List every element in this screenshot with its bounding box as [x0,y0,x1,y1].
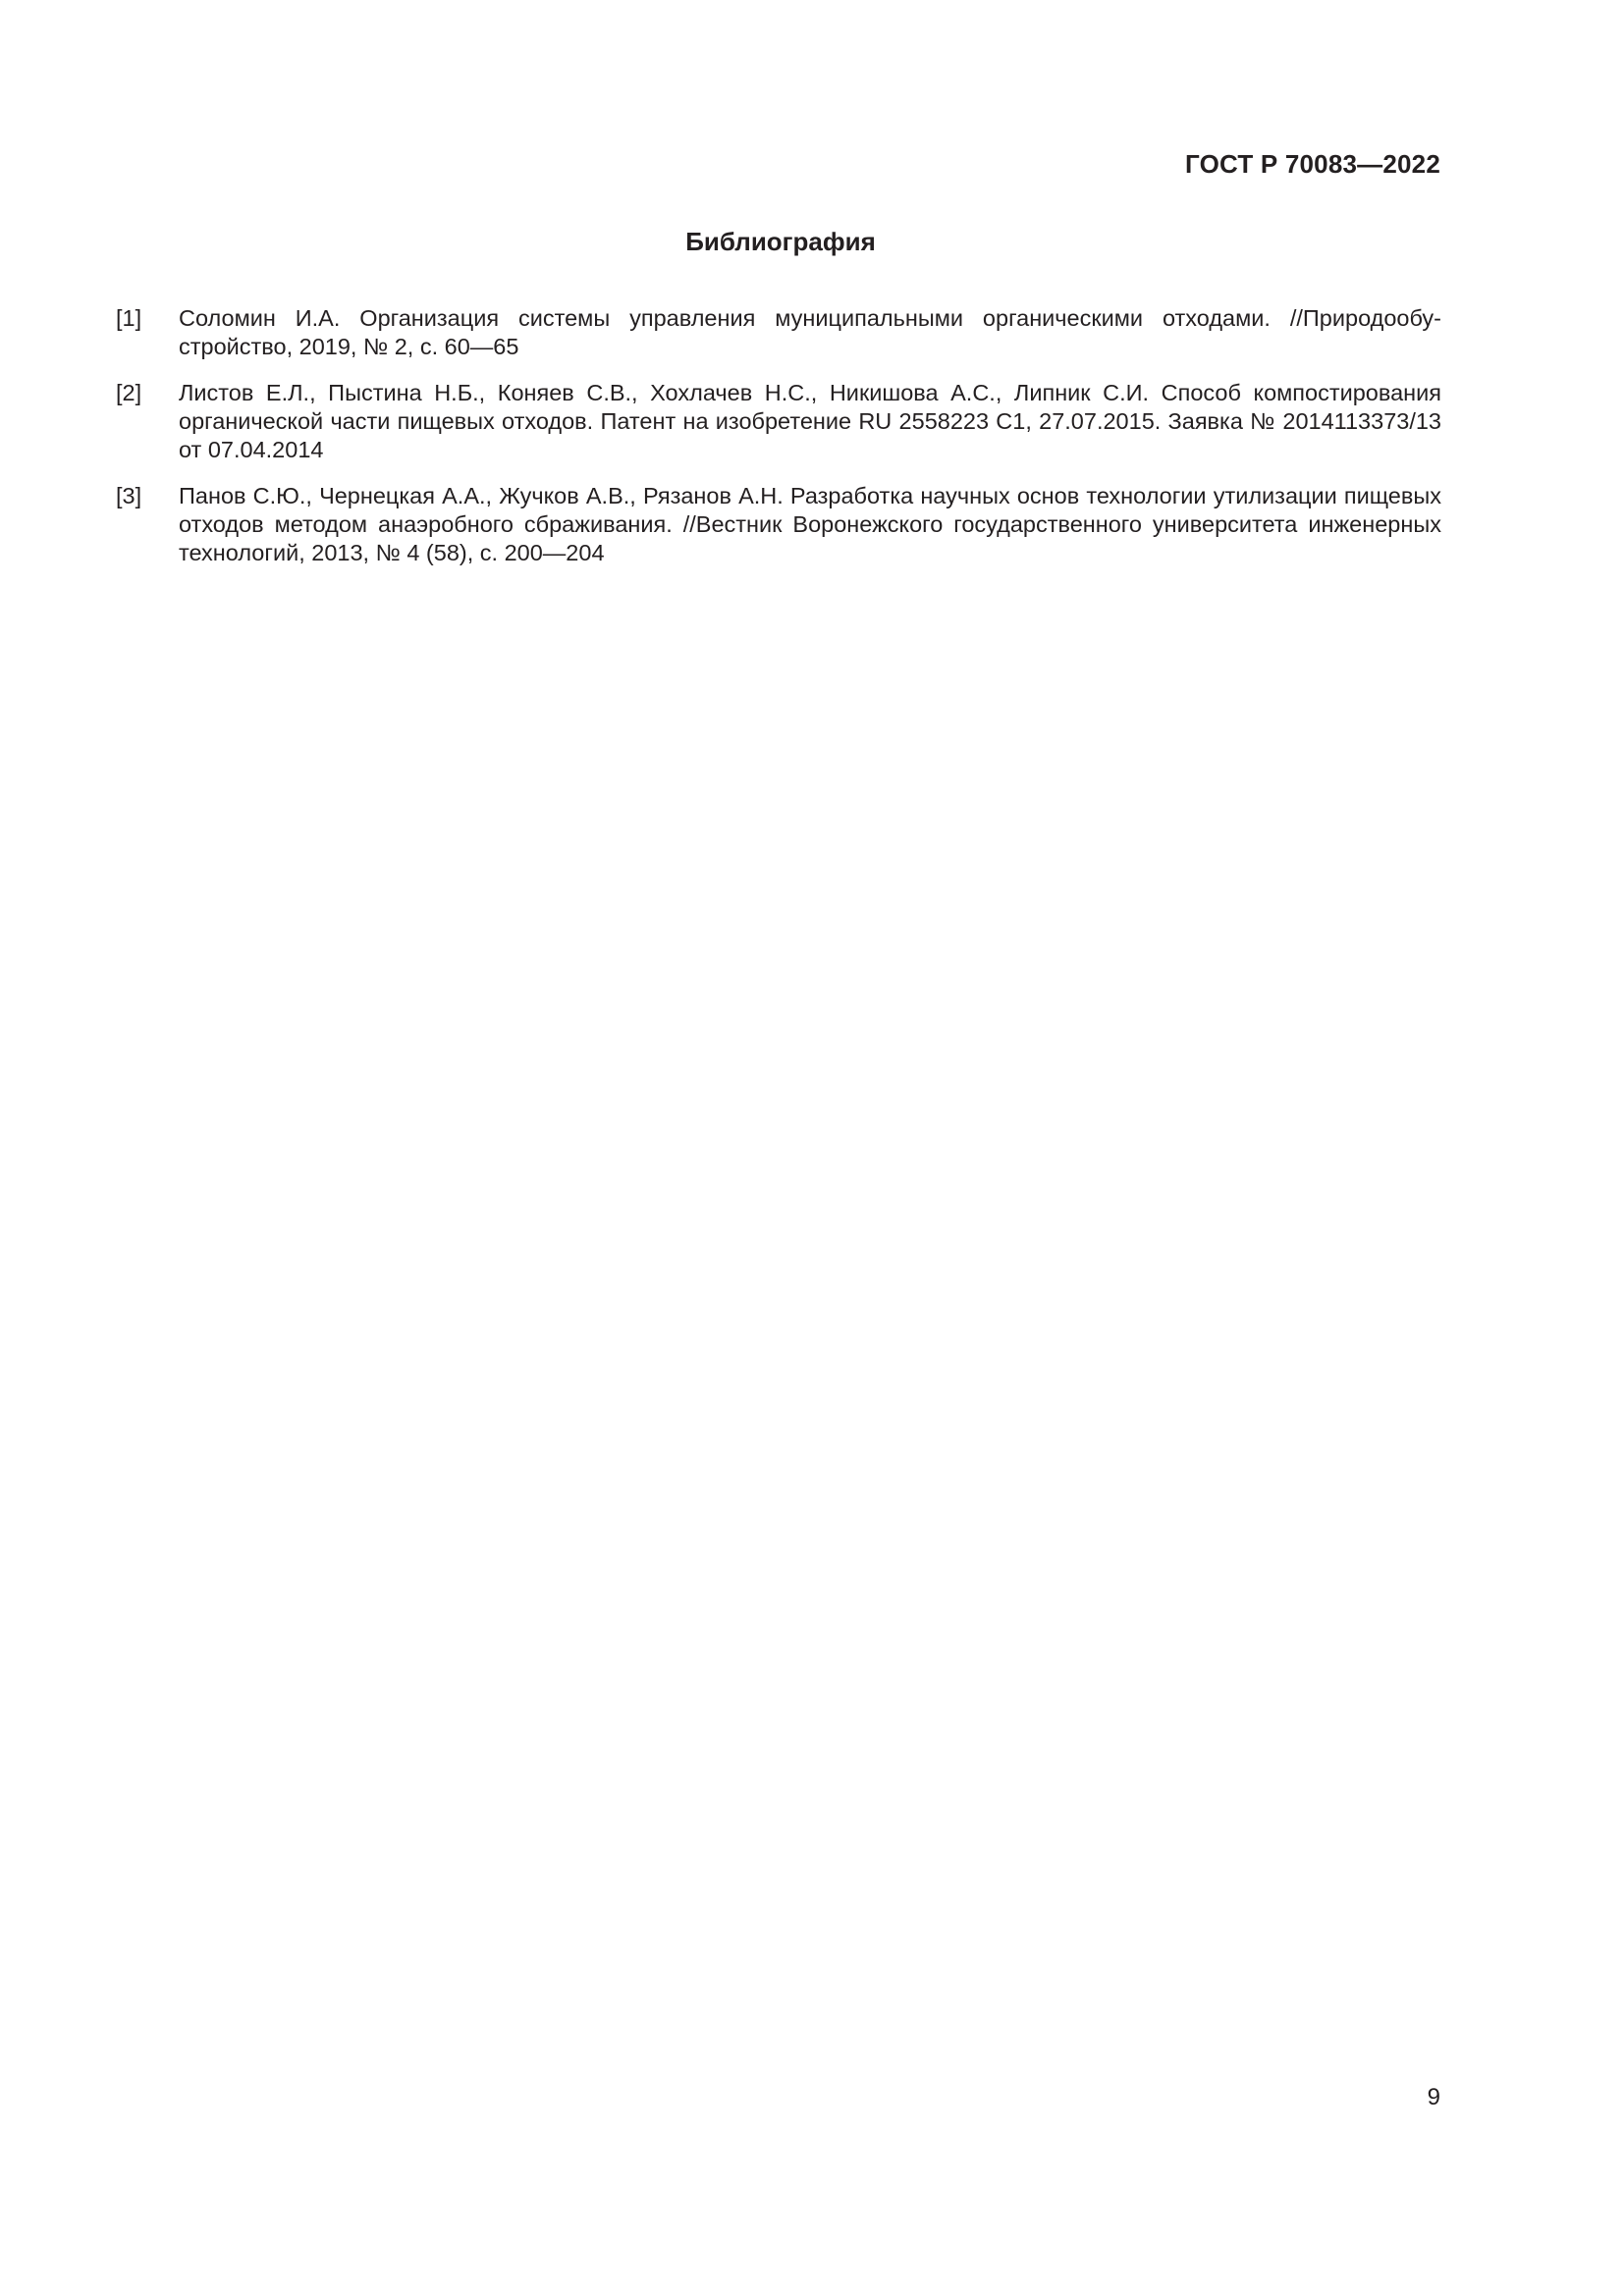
entry-number: [3] [116,483,142,508]
page-number: 9 [1427,2084,1440,2110]
bibliography-entry [116,482,1441,567]
document-code: ГОСТ Р 70083—2022 [1185,149,1440,179]
bibliography-entry [116,304,1441,361]
entry-text: Листов Е.Л., Пыстина Н.Б., Коняев С.В., Хохлачев Н.С., Никишова А.С., Липник С.И. Способ компостирования органической части пищевых отходов. Патент на изобретение RU 2558223 C1, 27.07.2015. Заявка № 2014113373/13 от 07.04.2014 [179,380,1441,462]
entry-number: [1] [116,305,142,331]
entry-number: [2] [116,380,142,405]
entry-text: Панов С.Ю., Чернецкая А.А., Жучков А.В., Рязанов А.Н. Разработка научных основ технологии утилизации пищевых отходов методом анаэробного сбраживания. //Вестник Воронежского государственного университета инженерных технологий, 2013, № 4 (58), с. 200—204 [179,483,1441,565]
bibliography-title: Библиография [685,227,876,256]
bibliography-list [116,304,1441,585]
bibliography-entry [116,379,1441,464]
entry-text: Соломин И.А. Организация системы управления муниципальными органическими отходами. //Природообустройство, 2019, № 2, с. 60—65 [179,305,1441,359]
